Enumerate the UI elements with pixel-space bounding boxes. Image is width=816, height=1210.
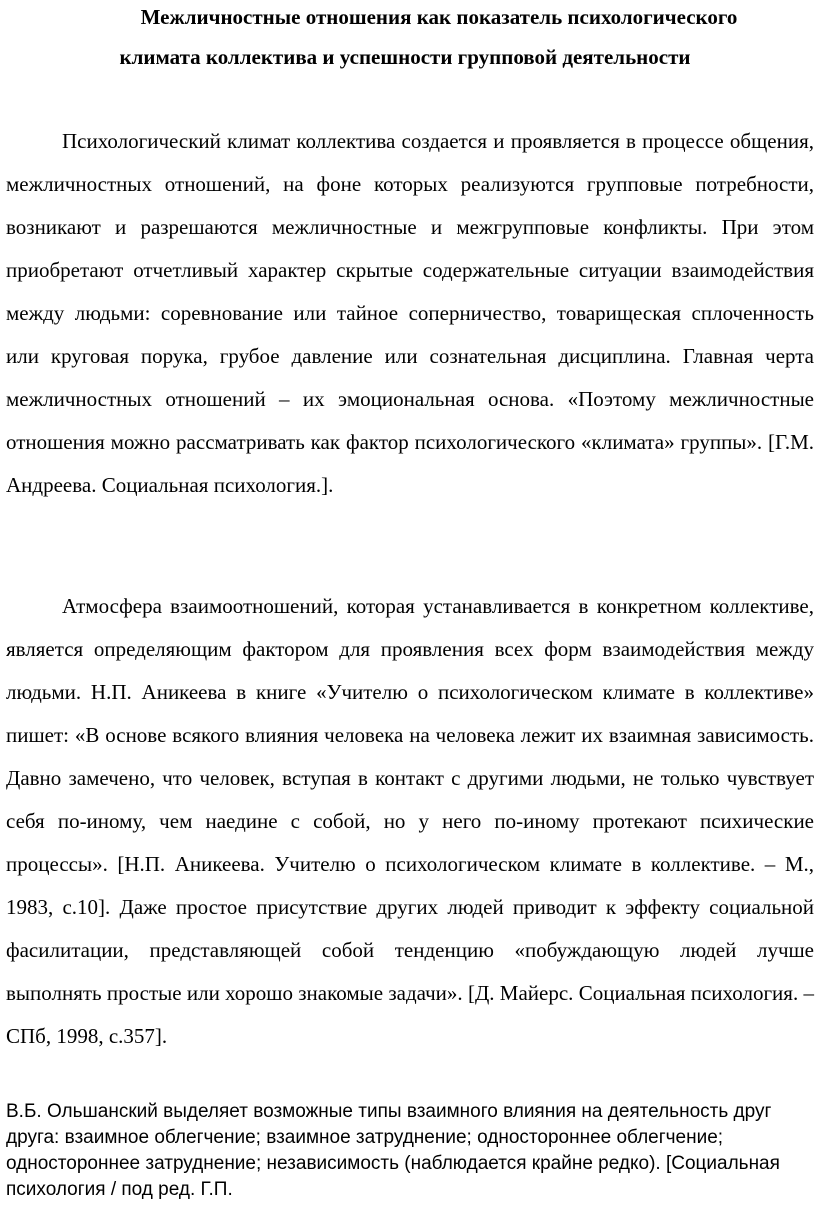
paragraph-atmosphere: Атмосфера взаимоотношений, которая устанавливается в конкретном коллективе, является определяющим фактором для проявления всех форм взаимодействия между людьми. Н.П. Аникеева в книге «Учителю о психологическом климате в коллективе» пишет: «В основе всякого влияния человека на человека лежит их взаимная зависимость. Давно замечено, что человек, вступая в контакт с другими людьми, не только чувствует себя по-иному, чем наедине с собой, но у него по-иному протекают психические процессы». [Н.П. Аникеева. Учителю о психологическом климате в коллективе. – М., 1983, с.10]. Даже простое присутствие других людей приводит к эффекту социальной фасилитации, представляющей собой тенденцию «побуждающую людей лучше выполнять простые или хорошо знакомые задачи». [Д. Майерс. Социальная психология. – СПб, 1998, с.357].	[6, 594, 814, 1048]
paragraph-olshansky: В.Б. Ольшанский выделяет возможные типы взаимного влияния на деятельность друг друга: взаимное облегчение; взаимное затруднение; одностороннее облегчение; одностороннее затруднение; независимость (наблюдается крайне редко). [Социальная психология / под ред. Г.П.	[6, 1101, 780, 1200]
paragraph-psychological-climate: Психологический климат коллектива создается и проявляется в процессе общения, межличностных отношений, на фоне которых реализуются групповые потребности, возникают и разрешаются межличностные и межгрупповые конфликты. При этом приобретают отчетливый характер скрытые содержательные ситуации взаимодействия между людьми: соревнование или тайное соперничество, товарищеская сплоченность или круговая порука, грубое давление или сознательная дисциплина. Главная черта межличностных отношений – их эмоциональная основа. «Поэтому межличностные отношения можно рассматривать как фактор психологического «климата» группы». [Г.М. Андреева. Социальная психология.].	[6, 129, 814, 497]
document-title-line-1: Межличностные отношения как показатель психологического	[140, 5, 738, 29]
document-title-line-2: климата коллектива и успешности групповой деятельности	[119, 45, 691, 69]
